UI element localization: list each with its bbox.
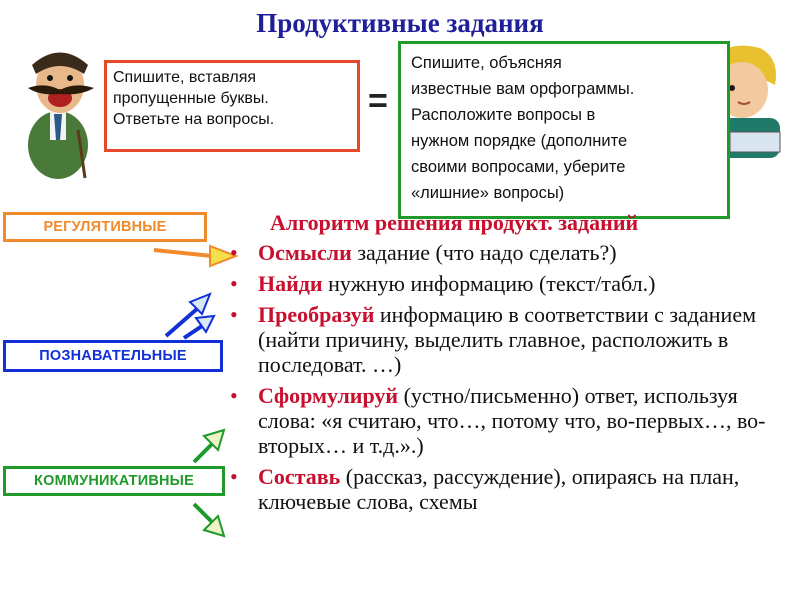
list-item	[226, 302, 791, 377]
right-task-line: известные вам орфограммы.	[411, 80, 635, 98]
list-item	[226, 271, 791, 296]
right-task-line: своими вопросами, уберите	[411, 158, 626, 176]
arrow-icon	[190, 426, 230, 466]
list-item	[226, 464, 791, 514]
cartoon-man-illustration	[10, 40, 110, 180]
bullet: •	[230, 271, 238, 296]
label-cognitive: ПОЗНАВАТЕЛЬНЫЕ	[3, 340, 223, 372]
list-item-keyword: Преобразуй	[258, 302, 375, 327]
equals-sign: =	[368, 82, 388, 120]
list-item-keyword: Составь	[258, 464, 341, 489]
right-task-line: Расположите вопросы в	[411, 106, 596, 124]
list-item-text: (рассказ, рассуждение), опираясь на план, ключевые слова, схемы	[258, 464, 740, 514]
bullet: •	[230, 464, 238, 489]
right-task-line: «лишние» вопросы)	[411, 184, 565, 202]
left-task-box	[104, 60, 360, 152]
list-item-keyword: Осмысли	[258, 240, 352, 265]
arrow-icon	[190, 500, 230, 540]
list-item-text: задание (что надо сделать?)	[351, 240, 617, 265]
right-task-box	[398, 41, 730, 219]
list-item-keyword: Сформулируй	[258, 383, 399, 408]
algorithm-heading: Алгоритм решения продукт. заданий	[270, 210, 639, 235]
list-item-text: нужную информацию (текст/табл.)	[322, 271, 656, 296]
bullet: •	[230, 383, 238, 408]
page-title: Продуктивные задания	[256, 8, 544, 38]
left-task-line: Спишите, вставляя	[113, 69, 257, 86]
label-regulative: РЕГУЛЯТИВНЫЕ	[3, 212, 207, 242]
bullet: •	[230, 302, 238, 327]
bullet: •	[230, 240, 238, 265]
list-item-keyword: Найди	[258, 271, 323, 296]
algorithm-list	[226, 240, 791, 520]
list-item	[226, 240, 791, 265]
list-item-text: информацию в соответствии с заданием (найти причину, выделить главное, расположить в последоват. …)	[258, 302, 757, 377]
right-task-line: нужном порядке (дополните	[411, 132, 628, 150]
right-task-line: Спишите, объясняя	[411, 54, 562, 72]
left-task-line: Ответьте на вопросы.	[113, 111, 275, 128]
arrow-icon	[180, 312, 220, 342]
list-item-text: (устно/письменно) ответ, используя слова: «я считаю, что…, потому что, во-первых…, во-вторых… и т.д.».)	[258, 383, 766, 458]
label-communicative: КОММУНИКАТИВНЫЕ	[3, 466, 225, 496]
left-task-line: пропущенные буквы.	[113, 90, 269, 107]
list-item	[226, 383, 791, 458]
